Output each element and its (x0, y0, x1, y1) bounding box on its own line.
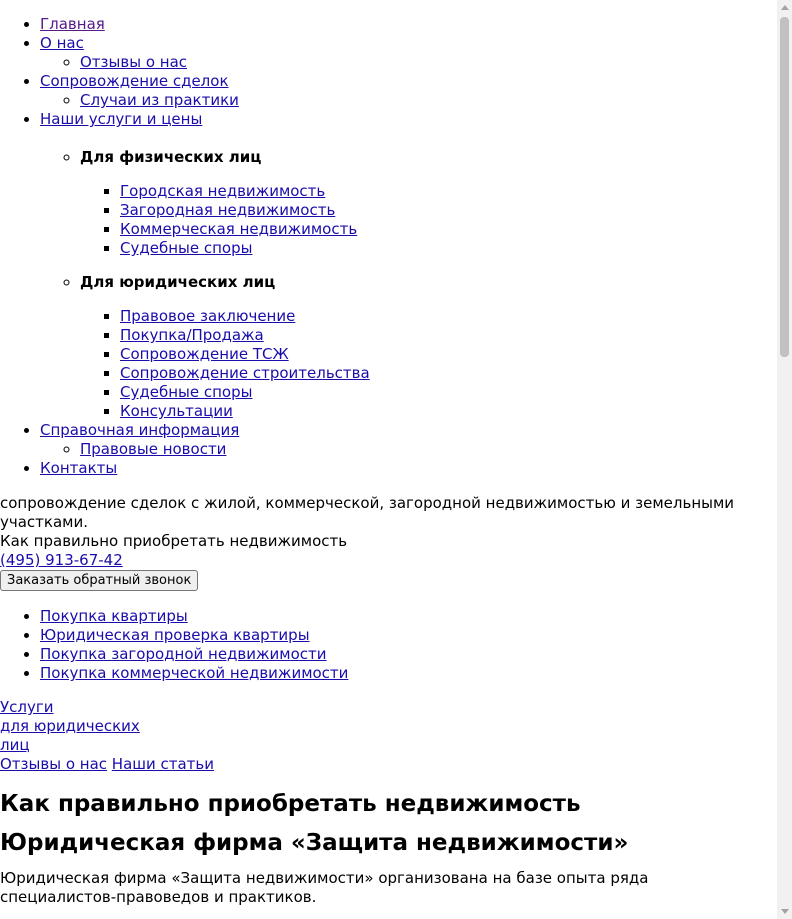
list-item (120, 383, 777, 402)
group-title-individuals: Для физических лиц (80, 148, 262, 166)
nav-link-reference[interactable]: Справочная информация (40, 421, 240, 439)
nav-item-reviews (80, 53, 777, 72)
vertical-scrollbar[interactable] (777, 0, 792, 919)
scroll-down-icon[interactable] (781, 909, 789, 914)
nav-link-country-realty[interactable]: Загородная недвижимость (120, 201, 336, 219)
services-line-3: лиц (0, 736, 30, 754)
nav-item-services (40, 110, 777, 421)
about-submenu (40, 53, 777, 72)
nav-link-purchase-sale[interactable]: Покупка/Продажа (120, 326, 264, 344)
nav-link-hoa-support[interactable]: Сопровождение ТСЖ (120, 345, 289, 363)
header-tagline: сопровождение сделок с жилой, коммерческой, загородной недвижимостью и земельными участками. (0, 494, 735, 531)
services-submenu (40, 148, 777, 421)
list-item (40, 664, 777, 683)
nav-link-contacts[interactable]: Контакты (40, 459, 118, 477)
articles-link[interactable]: Наши статьи (111, 755, 215, 773)
group-title-legal: Для юридических лиц (80, 273, 276, 291)
services-block (0, 698, 777, 774)
list-item (40, 645, 777, 664)
nav-link-services[interactable]: Наши услуги и цены (40, 110, 203, 128)
legal-list (80, 307, 777, 421)
reviews-link[interactable]: Отзывы о нас (0, 755, 108, 773)
nav-item-cases (80, 91, 777, 110)
list-item (120, 364, 777, 383)
link-buy-apartment[interactable]: Покупка квартиры (40, 607, 188, 625)
intro-paragraph: Юридическая фирма «Защита недвижимости» организована на базе опыта ряда специалистов-правоведов и практиков. (0, 869, 649, 906)
individuals-list (80, 182, 777, 258)
nav-item-legal-news (80, 440, 777, 459)
nav-link-commercial-realty[interactable]: Коммерческая недвижимость (120, 220, 358, 238)
list-item (120, 402, 777, 421)
services-line-1: Услуги (0, 698, 54, 716)
link-buy-commercial-realty[interactable]: Покупка коммерческой недвижимости (40, 664, 349, 682)
nav-link-construction-support[interactable]: Сопровождение строительства (120, 364, 370, 382)
nav-link-court-disputes[interactable]: Судебные споры (120, 239, 253, 257)
nav-item-about (40, 34, 777, 72)
callback-button[interactable]: Заказать обратный звонок (0, 570, 198, 591)
list-item (120, 345, 777, 364)
nav-item-home (40, 15, 777, 34)
nav-item-deals (40, 72, 777, 110)
list-item (120, 220, 777, 239)
page-title: Как правильно приобретать недвижимость (0, 791, 581, 817)
nav-group-legal (80, 273, 777, 421)
nav-link-deals[interactable]: Сопровождение сделок (40, 72, 229, 90)
deals-submenu (40, 91, 777, 110)
reference-submenu (40, 440, 777, 459)
nav-link-legal-news[interactable]: Правовые новости (80, 440, 227, 458)
list-item (40, 607, 777, 626)
list-item (120, 182, 777, 201)
list-item (120, 326, 777, 345)
scroll-thumb[interactable] (780, 17, 789, 357)
services-line-2: для юридических (0, 717, 140, 735)
nav-link-legal-disputes[interactable]: Судебные споры (120, 383, 253, 401)
list-item (120, 239, 777, 258)
nav-link-consultations[interactable]: Консультации (120, 402, 233, 420)
main-nav (0, 15, 777, 478)
quick-links (0, 607, 777, 683)
list-item (120, 307, 777, 326)
nav-link-about[interactable]: О нас (40, 34, 84, 52)
phone-link[interactable]: (495) 913-67-42 (0, 551, 123, 569)
list-item (40, 626, 777, 645)
list-item (120, 201, 777, 220)
services-legal-link[interactable] (0, 698, 140, 754)
nav-link-city-realty[interactable]: Городская недвижимость (120, 182, 326, 200)
nav-link-cases[interactable]: Случаи из практики (80, 91, 239, 109)
nav-link-home[interactable]: Главная (40, 15, 105, 33)
nav-link-legal-opinion[interactable]: Правовое заключение (120, 307, 296, 325)
nav-link-reviews[interactable]: Отзывы о нас (80, 53, 188, 71)
link-apartment-check[interactable]: Юридическая проверка квартиры (40, 626, 310, 644)
header-subtitle: Как правильно приобретать недвижимость (0, 532, 348, 550)
nav-item-reference (40, 421, 777, 459)
firm-heading: Юридическая фирма «Защита недвижимости» (0, 830, 629, 856)
scroll-up-icon[interactable] (781, 5, 789, 10)
link-buy-country-realty[interactable]: Покупка загородной недвижимости (40, 645, 327, 663)
nav-group-individuals (80, 148, 777, 258)
nav-item-contacts (40, 459, 777, 478)
